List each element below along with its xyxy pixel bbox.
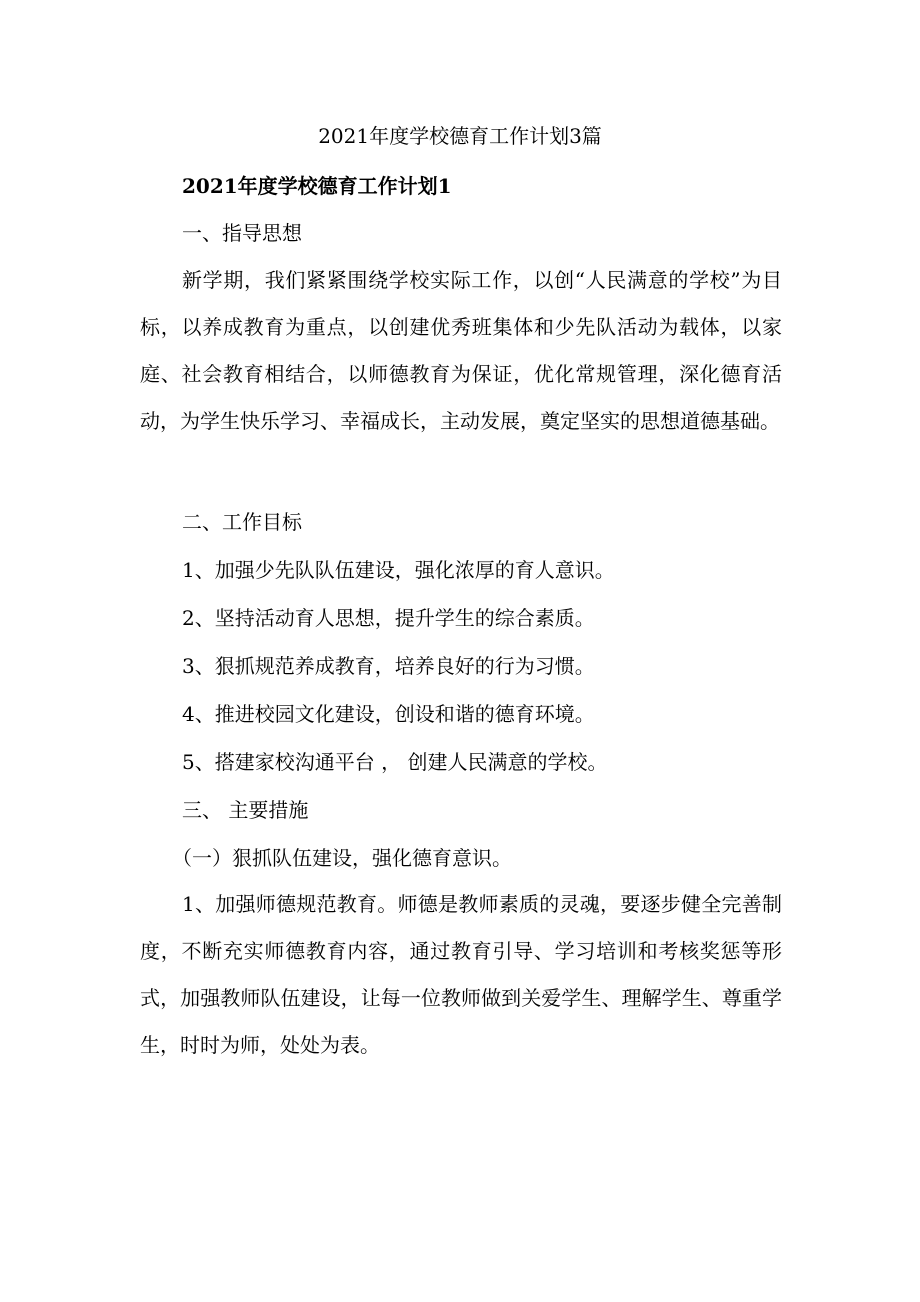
paragraph-teacher-ethics: 1、加强师德规范教育。师德是教师素质的灵魂，要逐步健全完善制度，不断充实师德教育内容，通过教育引导、学习培训和考核奖惩等形式，加强教师队伍建设，让每一位教师做到关爱学生、理解学生、尊重学生，时时为师，处处为表。 <box>140 892 782 1057</box>
section-heading-guiding-ideology: 一、指导思想 <box>182 221 302 245</box>
goal-item-2: 2、坚持活动育人思想，提升学生的综合素质。 <box>182 606 595 630</box>
document-title: 2021年度学校德育工作计划3篇 <box>318 124 602 148</box>
goal-item-5: 5、搭建家校沟通平台 ， 创建人民满意的学校。 <box>182 750 608 774</box>
paragraph-guiding-ideology: 新学期，我们紧紧围绕学校实际工作，以创“人民满意的学校”为目标，以养成教育为重点，以创建优秀班集体和少先队活动为载体，以家庭、社会教育相结合，以师德教育为保证，优化常规管理，深化德育活动，为学生快乐学习、幸福成长，主动发展，奠定坚实的思想道德基础。 <box>140 268 782 433</box>
section-heading-main-measures: 三、 主要措施 <box>182 798 309 822</box>
plan-subtitle: 2021年度学校德育工作计划1 <box>182 174 452 198</box>
subsection-heading-team-building: （一）狠抓队伍建设，强化德育意识。 <box>172 846 512 870</box>
section-heading-work-goals: 二、工作目标 <box>182 510 302 534</box>
goal-item-3: 3、狠抓规范养成教育，培养良好的行为习惯。 <box>182 654 595 678</box>
goal-item-4: 4、推进校园文化建设，创设和谐的德育环境。 <box>182 702 595 726</box>
goal-item-1: 1、加强少先队队伍建设，强化浓厚的育人意识。 <box>182 558 615 582</box>
